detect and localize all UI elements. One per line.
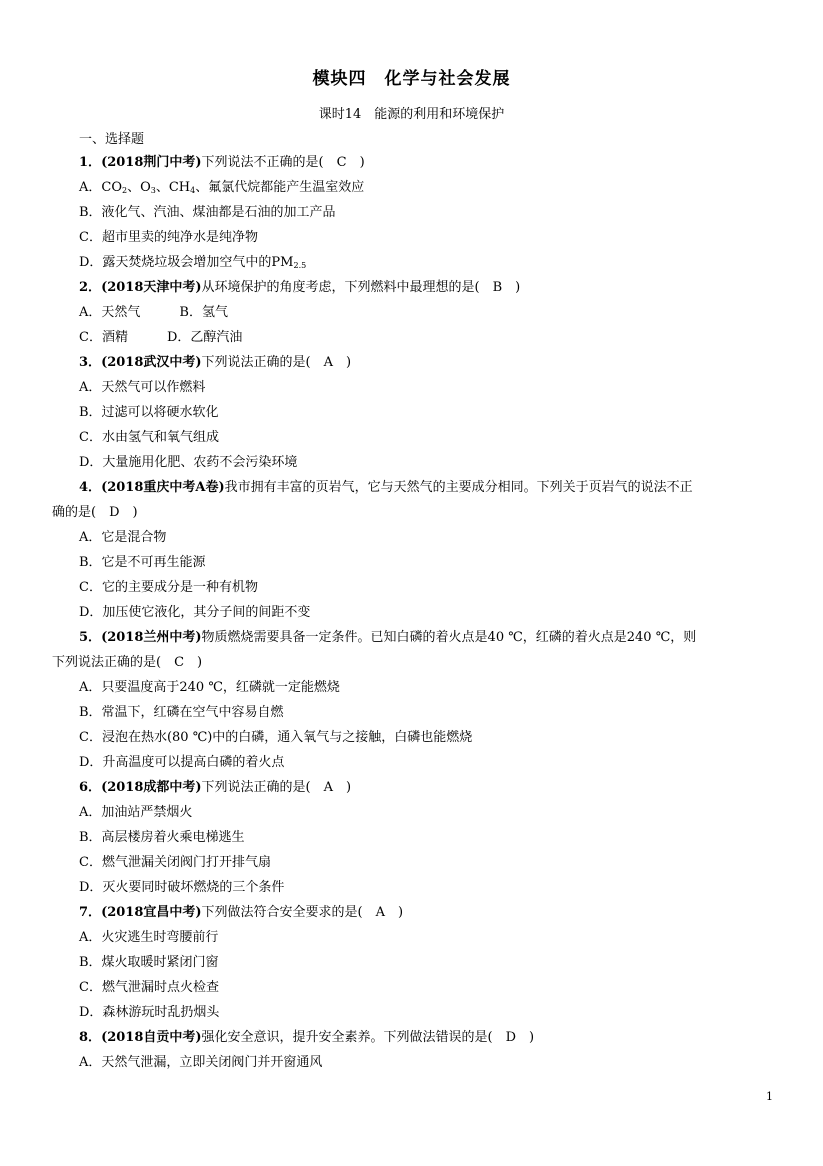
question-number: 5 <box>79 630 89 645</box>
option-d: D．露天焚烧垃圾会增加空气中的$PM_{2.5}$ <box>79 255 307 270</box>
section-heading: 一、选择题 <box>79 132 145 147</box>
question-source: (2018武汉中考) <box>101 355 202 370</box>
option-row: A．天然气 B．氢气 <box>79 305 228 320</box>
option-a: A．天然气可以作燃料 <box>79 380 206 395</box>
option-row: C．酒精 D．乙醇汽油 <box>79 330 243 345</box>
option-b: B．液化气、汽油、煤油都是石油的加工产品 <box>79 205 336 220</box>
option-a: A．天然气泄漏，立即关闭阀门并开窗通风 <box>79 1055 323 1070</box>
option-c: C．燃气泄漏关闭阀门打开排气扇 <box>79 855 271 870</box>
page-number: 1 <box>766 1090 773 1103</box>
question-source: (2018荆门中考) <box>101 155 202 170</box>
option-c: C．水由氢气和氧气组成 <box>79 430 219 445</box>
question-4: 4．(2018重庆中考A卷)我市拥有丰富的页岩气，它与天然气的主要成分相同。下列关于页岩气的说法不正 <box>79 480 693 495</box>
option-a: A．它是混合物 <box>79 530 167 545</box>
lesson-title: 课时14 能源的利用和环境保护 <box>318 107 505 122</box>
question-5: 5．(2018兰州中考)物质燃烧需要具备一定条件。已知白磷的着火点是40 ℃，红磷的着火点是240 ℃，则 <box>79 630 697 645</box>
option-d: D．森林游玩时乱扔烟头 <box>79 1005 220 1020</box>
option-c: C．它的主要成分是一种有机物 <box>79 580 258 595</box>
question-source: (2018自贡中考) <box>101 1030 202 1045</box>
option-b: B．它是不可再生能源 <box>79 555 206 570</box>
question-stem: 下列说法不正确的是( C ) <box>201 155 365 170</box>
option-a: A．只要温度高于240 ℃，红磷就一定能燃烧 <box>79 680 340 695</box>
question-number: 2 <box>79 280 89 295</box>
question-8: 8．(2018自贡中考)强化安全意识，提升安全素养。下列做法错误的是( D ) <box>79 1030 535 1045</box>
option-a: A．$CO_2$、$O_3$、$CH_4$、氟氯代烷都能产生温室效应 <box>79 180 365 195</box>
option-b: B．常温下，红磷在空气中容易自燃 <box>79 705 284 720</box>
question-number: 3 <box>79 355 89 370</box>
question-6: 6．(2018成都中考)下列说法正确的是( A ) <box>79 780 352 795</box>
question-number: 6 <box>79 780 89 795</box>
question-stem: 强化安全意识，提升安全素养。下列做法错误的是( D ) <box>201 1030 535 1045</box>
question-stem-continued: 下列说法正确的是( C ) <box>52 655 203 670</box>
question-stem: 下列做法符合安全要求的是( A ) <box>201 905 404 920</box>
question-stem: 从环境保护的角度考虑，下列燃料中最理想的是( B ) <box>201 280 521 295</box>
option-a: A．火灾逃生时弯腰前行 <box>79 930 219 945</box>
question-number: 1 <box>79 155 89 170</box>
question-stem: 物质燃烧需要具备一定条件。已知白磷的着火点是40 ℃，红磷的着火点是240 ℃，则 <box>201 630 697 645</box>
question-source: (2018重庆中考A卷) <box>101 480 225 495</box>
question-2: 2．(2018天津中考)从环境保护的角度考虑，下列燃料中最理想的是( B ) <box>79 280 521 295</box>
option-c: C．浸泡在热水(80 ℃)中的白磷，通入氧气与之接触，白磷也能燃烧 <box>79 730 473 745</box>
question-stem: 下列说法正确的是( A ) <box>201 355 352 370</box>
question-1: 1．(2018荆门中考)下列说法不正确的是( C ) <box>79 155 365 170</box>
option-d: D．升高温度可以提高白磷的着火点 <box>79 755 285 770</box>
option-b: B．高层楼房着火乘电梯逃生 <box>79 830 245 845</box>
question-stem: 下列说法正确的是( A ) <box>201 780 352 795</box>
question-number: 7 <box>79 905 89 920</box>
question-stem: 我市拥有丰富的页岩气，它与天然气的主要成分相同。下列关于页岩气的说法不正 <box>224 480 693 495</box>
page-title: 模块四 化学与社会发展 <box>312 69 511 89</box>
question-number: 8 <box>79 1030 89 1045</box>
option-d: D．加压使它液化，其分子间的间距不变 <box>79 605 311 620</box>
option-d: D．灭火要同时破坏燃烧的三个条件 <box>79 880 285 895</box>
option-a: A．加油站严禁烟火 <box>79 805 193 820</box>
question-source: (2018宜昌中考) <box>101 905 202 920</box>
question-source: (2018天津中考) <box>101 280 202 295</box>
question-stem-continued: 确的是( D ) <box>52 505 138 520</box>
option-b: B．煤火取暖时紧闭门窗 <box>79 955 219 970</box>
question-source: (2018兰州中考) <box>101 630 202 645</box>
question-7: 7．(2018宜昌中考)下列做法符合安全要求的是( A ) <box>79 905 404 920</box>
option-d: D．大量施用化肥、农药不会污染环境 <box>79 455 298 470</box>
option-b: B．过滤可以将硬水软化 <box>79 405 219 420</box>
question-number: 4 <box>79 480 89 495</box>
question-3: 3．(2018武汉中考)下列说法正确的是( A ) <box>79 355 352 370</box>
option-c: C．超市里卖的纯净水是纯净物 <box>79 230 258 245</box>
option-c: C．燃气泄漏时点火检查 <box>79 980 219 995</box>
question-source: (2018成都中考) <box>101 780 202 795</box>
